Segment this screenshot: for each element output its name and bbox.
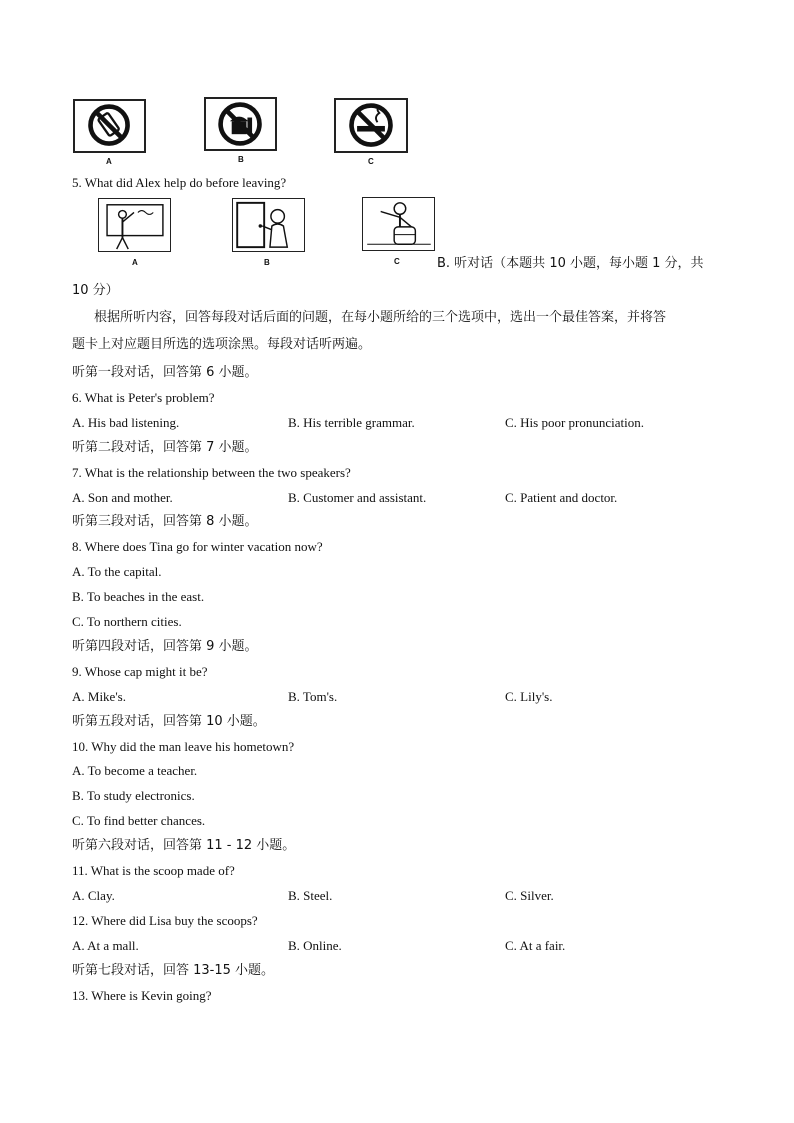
option-c-label: C — [368, 157, 374, 166]
answer-option[interactable]: A. To become a teacher. — [72, 763, 198, 779]
listening-cue: 听第二段对话，回答第 7 小题。 — [72, 439, 258, 455]
answer-option[interactable]: C. To find better chances. — [72, 813, 206, 829]
listening-cue: 听第三段对话，回答第 8 小题。 — [72, 514, 258, 530]
answer-option-a[interactable]: A. Mike's. — [72, 688, 126, 704]
listening-cue: 听第一段对话，回答第 6 小题。 — [72, 365, 258, 380]
q5-option-a-picture — [98, 198, 171, 252]
question-text: 9. Whose cap might it be? — [72, 663, 208, 679]
question-text: 13. Where is Kevin going? — [72, 987, 212, 1003]
section-b-title: B. 听对话（本题共 10 小题，每小题 1 分，共 — [437, 256, 704, 271]
writing-on-board-icon — [99, 199, 170, 251]
option-c-picture — [334, 98, 408, 153]
answer-option-c[interactable]: C. Lily's. — [505, 688, 553, 704]
answer-option-b[interactable]: B. Tom's. — [288, 688, 338, 704]
answer-option[interactable]: A. To the capital. — [72, 564, 162, 580]
question-text: 12. Where did Lisa buy the scoops? — [72, 912, 258, 928]
question-text: 11. What is the scoop made of? — [72, 863, 235, 878]
listening-cue: 听第六段对话，回答第 11 - 12 小题。 — [72, 838, 296, 854]
packing-bag-icon — [363, 198, 434, 250]
question-text: 7. What is the relationship between the two speakers? — [72, 464, 351, 480]
no-food-drink-icon — [206, 99, 275, 149]
answer-option-b[interactable]: B. His terrible grammar. — [288, 414, 415, 430]
option-b-label: B — [238, 155, 244, 164]
option-b-picture — [204, 97, 277, 151]
q5-option-b-picture — [232, 198, 305, 252]
answer-option-c[interactable]: C. Patient and doctor. — [505, 489, 618, 505]
listening-cue: 听第五段对话，回答第 10 小题。 — [72, 713, 266, 729]
q5-option-a-label: A — [132, 258, 138, 267]
answer-option[interactable]: B. To beaches in the east. — [72, 589, 205, 605]
question-text: 6. What is Peter's problem? — [72, 389, 215, 405]
answer-option-c[interactable]: C. Silver. — [505, 887, 554, 903]
section-b-title-cont: 10 分） — [72, 283, 119, 298]
closing-door-icon — [233, 199, 304, 251]
question-text: 10. Why did the man leave his hometown? — [72, 738, 295, 754]
question-5: 5. What did Alex help do before leaving? — [72, 175, 287, 190]
answer-option-a[interactable]: A. Son and mother. — [72, 489, 173, 505]
section-b-instruction-1: 根据所听内容，回答每段对话后面的问题，在每小题所给的三个选项中，选出一个最佳答案，并将答 — [94, 310, 667, 325]
listening-cue: 听第七段对话，回答 13-15 小题。 — [72, 962, 275, 978]
question-text: 8. Where does Tina go for winter vacation now? — [72, 539, 323, 555]
q5-option-c-picture — [362, 197, 435, 251]
answer-option-c[interactable]: C. His poor pronunciation. — [505, 414, 645, 430]
answer-option-a[interactable]: A. Clay. — [72, 887, 115, 903]
q5-option-b-label: B — [264, 258, 270, 267]
q5-option-c-label: C — [394, 257, 400, 266]
listening-cue: 听第四段对话，回答第 9 小题。 — [72, 638, 258, 654]
answer-option-a[interactable]: A. His bad listening. — [72, 414, 180, 430]
option-a-label: A — [106, 157, 112, 166]
option-a-picture — [73, 99, 146, 153]
answer-option-b[interactable]: B. Customer and assistant. — [288, 489, 427, 505]
section-b-instruction-2: 题卡上对应题目所选的选项涂黑。每段对话听两遍。 — [72, 337, 372, 352]
answer-option-c[interactable]: C. At a fair. — [505, 937, 566, 953]
answer-option[interactable]: C. To northern cities. — [72, 614, 182, 629]
answer-option-a[interactable]: A. At a mall. — [72, 937, 139, 953]
answer-option[interactable]: B. To study electronics. — [72, 788, 195, 804]
answer-option-b[interactable]: B. Online. — [288, 937, 342, 953]
answer-option-b[interactable]: B. Steel. — [288, 887, 333, 903]
no-smoking-icon — [336, 100, 406, 151]
no-phone-icon — [75, 101, 144, 151]
